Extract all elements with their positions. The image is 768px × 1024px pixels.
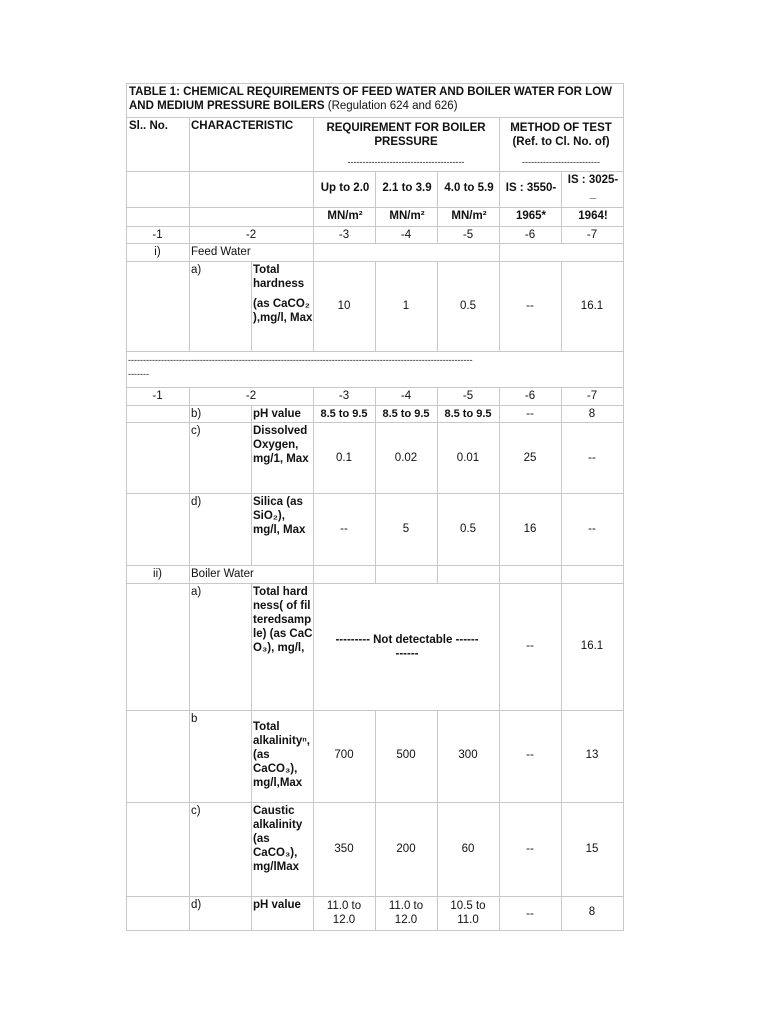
method-cell: --: [526, 749, 534, 761]
separator-dashes-tail: -------: [128, 369, 149, 379]
column-number: -4: [400, 390, 412, 402]
value-cell: 8.5 to 9.5: [444, 408, 492, 420]
value-cell: 200: [396, 843, 416, 855]
value-cell: 0.5: [460, 300, 476, 312]
method-cell: 13: [585, 749, 599, 761]
row-line: [126, 583, 624, 584]
header-standard-1: IS : 3550-: [505, 182, 557, 194]
row-line: [126, 351, 624, 352]
item-letter: c): [191, 805, 201, 817]
row-line: [126, 83, 624, 84]
column-number: -7: [586, 229, 598, 241]
value-cell: 8.5 to 9.5: [320, 408, 368, 420]
column-number: -3: [338, 229, 350, 241]
column-number: -5: [462, 229, 474, 241]
method-cell: --: [588, 523, 596, 535]
item-name: pH value: [253, 899, 301, 911]
value-cell: 10: [337, 300, 351, 312]
header-standard-2-dash: _: [589, 188, 597, 200]
item-letter: c): [191, 425, 201, 437]
col-line: [437, 710, 438, 930]
header-pressure-2: 2.1 to 3.9: [382, 182, 432, 194]
item-letter: b): [191, 408, 202, 420]
header-method-dashes: --------------------------: [522, 157, 600, 167]
column-number: -3: [338, 390, 350, 402]
method-cell: 16.1: [580, 300, 604, 312]
col-line: [126, 83, 127, 931]
method-cell: 8: [588, 408, 596, 420]
item-letter: d): [191, 496, 202, 508]
method-cell: --: [526, 908, 534, 920]
value-cell: 0.1: [336, 452, 352, 464]
value-cell: 0.5: [460, 523, 476, 535]
column-number: -7: [586, 390, 598, 402]
separator-dashes: -------------------------------------------------------------------------------------------------------------------: [128, 355, 473, 365]
header-standard-2-year: 1964!: [578, 210, 608, 222]
value-cell: 11.0 to 12.0: [326, 900, 362, 926]
header-characteristic: CHARACTERISTIC: [191, 120, 294, 132]
item-letter: b: [191, 713, 198, 725]
header-unit-3: MN/m²: [451, 210, 487, 222]
method-cell: --: [588, 452, 596, 464]
value-cell: 60: [461, 843, 475, 855]
column-number: -2: [245, 229, 257, 241]
item-name: Total hardness( of filteredsample) (as CaCO₃), mg/l,: [253, 586, 313, 654]
header-unit-2: MN/m²: [389, 210, 425, 222]
item-name-text: Total hardness: [253, 264, 305, 290]
method-cell: --: [526, 640, 534, 652]
column-number: -6: [524, 390, 536, 402]
section-label-feed: Feed Water: [191, 246, 251, 258]
value-cell: 350: [334, 843, 354, 855]
col-line: [251, 405, 252, 565]
column-number: -4: [400, 229, 412, 241]
col-line: [251, 583, 252, 930]
not-detectable-value: --------- Not detectable ------------: [335, 634, 479, 660]
section-label-boiler: Boiler Water: [191, 568, 254, 580]
column-number: -1: [152, 229, 163, 241]
item-name: Silica (as SiO₂), mg/l, Max: [253, 496, 306, 536]
header-pressure-3: 4.0 to 5.9: [444, 182, 494, 194]
header-pressure-1: Up to 2.0: [320, 182, 370, 194]
table-title-regulation: (Regulation 624 and 626): [327, 100, 458, 112]
header-unit-1: MN/m²: [327, 210, 363, 222]
section-number-boiler: ii): [153, 568, 162, 580]
table-title: [129, 85, 621, 113]
item-name: pH value: [253, 408, 301, 420]
item-letter: d): [191, 899, 202, 911]
section-number-feed: i): [154, 246, 161, 258]
method-cell: --: [526, 300, 534, 312]
value-cell: 0.01: [456, 452, 480, 464]
value-cell: 5: [402, 523, 410, 535]
item-name: [253, 263, 313, 325]
column-number: -1: [152, 390, 163, 402]
header-method: METHOD OF TEST (Ref. to Cl. No. of): [510, 122, 612, 148]
value-cell: 8.5 to 9.5: [382, 408, 430, 420]
value-cell: --: [340, 523, 348, 535]
item-name-detail: (as CaCO₂ ),mg/l, Max: [253, 298, 313, 324]
col-line: [251, 261, 252, 351]
item-letter: a): [191, 586, 202, 598]
item-name: Dissolved Oxygen, mg/1, Max: [253, 425, 309, 465]
header-sl-no: Sl.. No.: [129, 120, 168, 132]
header-requirement-dashes: ---------------------------------------: [347, 157, 465, 167]
value-cell: 11.0 to 12.0: [388, 900, 424, 926]
column-number: -5: [462, 390, 474, 402]
table-title-text: TABLE 1: CHEMICAL REQUIREMENTS OF FEED WATER AND BOILER WATER FOR LOW AND MEDIUM PRESSURE BOILERS: [129, 86, 612, 112]
column-number: -2: [245, 390, 257, 402]
row-line: [126, 930, 624, 931]
header-requirement: REQUIREMENT FOR BOILER PRESSURE: [326, 122, 486, 148]
method-cell: 16.1: [580, 640, 604, 652]
item-letter: a): [191, 264, 202, 276]
method-cell: --: [526, 843, 534, 855]
value-cell: 0.02: [394, 452, 418, 464]
col-line: [189, 387, 190, 930]
method-cell: --: [526, 408, 534, 420]
chemical-requirements-table: [126, 83, 624, 931]
value-cell: 700: [334, 749, 354, 761]
column-number: -6: [524, 229, 536, 241]
method-cell: 25: [523, 452, 537, 464]
value-cell: 10.5 to 11.0: [450, 900, 486, 926]
value-cell: 1: [402, 300, 410, 312]
row-line: [126, 243, 624, 244]
method-cell: 8: [588, 906, 596, 918]
item-name: Total alkalinityⁿ, (as CaCO₃), mg/l,Max: [253, 721, 310, 789]
row-line: [126, 117, 624, 118]
header-standard-1-year: 1965*: [515, 210, 547, 222]
col-line: [375, 710, 376, 930]
value-cell: 500: [396, 749, 416, 761]
header-standard-2: IS : 3025-: [567, 174, 619, 186]
method-cell: 15: [585, 843, 599, 855]
item-name: Caustic alkalinity (as CaCO₃), mg/lMax: [253, 805, 303, 873]
value-cell: 300: [458, 749, 478, 761]
method-cell: 16: [523, 523, 537, 535]
